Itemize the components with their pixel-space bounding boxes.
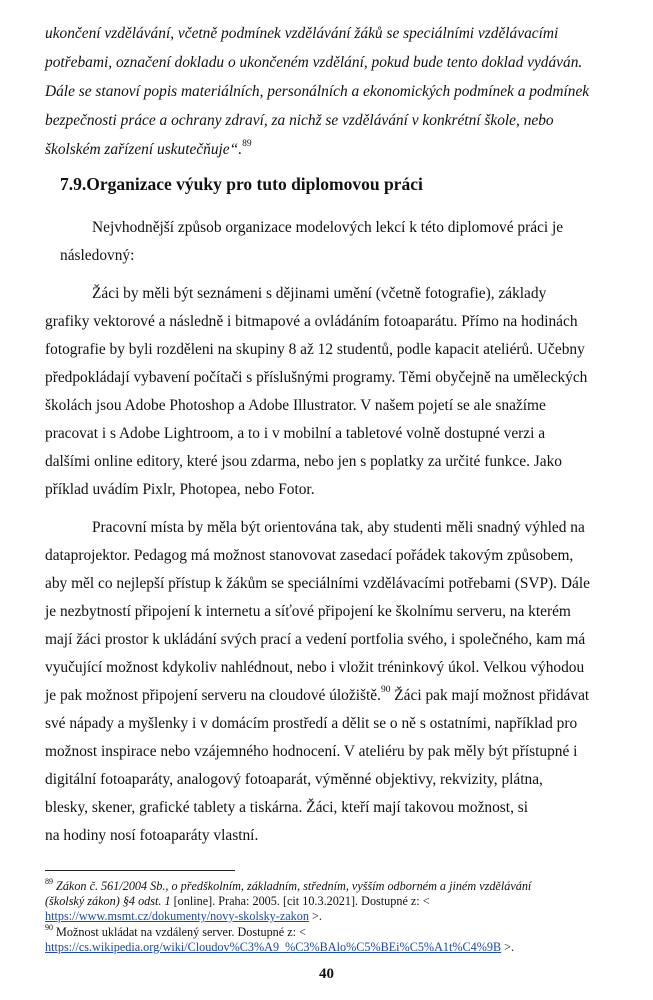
paragraph-line: digitální fotoaparáty, analogový fotoaparát, výměnné objektivy, rekvizity, plátna, [45,771,543,788]
paragraph-line: je nezbytností připojení k internetu a síťové připojení ke školnímu serveru, na kterém [45,603,571,620]
paragraph-line: mají žáci prostor k ukládání svých prací a vedení portfolia svého, i společného, kam má [45,631,586,648]
footnote-89-line2 [45,894,430,909]
footnote-89-line1 [45,876,532,894]
paragraph-text: Žáci pak mají možnost přidávat [390,687,590,704]
paragraph-line: Nejvhodnější způsob organizace modelových lekcí k této diplomové práci je [92,219,564,236]
intro-line: Dále se stanoví popis materiálních, personálních a ekonomických podmínek a podmínek [45,83,590,100]
footnote-89-line3 [45,909,322,924]
intro-line-last [45,140,252,160]
paragraph-line: předpokládají vybavení počítači s příslušnými programy. Těmi obyčejně na uměleckých [45,369,588,386]
footnote-text: Možnost ukládat na vzdálený server. Dostupné z: < [53,925,306,939]
footnote-number: 89 [45,876,53,886]
footnote-text: >. [308,909,322,923]
section-heading: 7.9.Organizace výuky pro tuto diplomovou práci [60,174,423,194]
paragraph-line: pracovat i s Adobe Lightroom, a to i v mobilní a tabletové volně dostupné verzi a [45,425,546,442]
footnote-ref-90[interactable]: 90 [380,684,391,695]
intro-line: ukončení vzdělávání, včetně podmínek vzdělávání žáků se speciálními vzdělávacími [45,25,559,42]
paragraph-line: možnost inspirace nebo vzájemného hodnocení. V ateliéru by pak měly být přístupné i [45,743,578,760]
footnote-90-line1 [45,922,306,940]
footnote-separator [45,870,235,871]
footnote-text: [online]. Praha: 2005. [cit 10.3.2021]. Dostupné z: < [170,894,430,908]
paragraph-line: grafiky vektorové a následně i bitmapové a ovládáním fotoaparátu. Přímo na hodinách [45,313,578,330]
intro-text: školském zařízení uskutečňuje“. [45,141,243,158]
intro-line: potřebami, označení dokladu o ukončeném vzdělání, pokud bude tento doklad vydáván. [45,54,583,71]
paragraph-line: vyučující možnost kdykoliv nahlédnout, nebo i vložit tréninkový úkol. Velkou výhodou [45,659,585,676]
paragraph-line: své nápady a myšlenky i v domácím prostředí a dělit se o ně s ostatními, například pro [45,715,578,732]
paragraph-line: dataprojektor. Pedagog má možnost stanovovat zasedací pořádek takovým způsobem, [45,547,574,564]
paragraph-line: školách jsou Adobe Photoshop a Adobe Illustrator. V našem pojetí se ale snažíme [45,397,546,414]
footnote-89-link[interactable]: https://www.msmt.cz/dokumenty/novy-skolsky-zakon [45,909,309,923]
footnote-90-link[interactable]: https://cs.wikipedia.org/wiki/Cloudov%C3%A9_%C3%BAlo%C5%BEi%C5%A1t%C4%9B [45,940,502,954]
paragraph-line: aby měl co nejlepší přístup k žákům se speciálními vzdělávacími potřebami (SVP). Dále [45,575,590,592]
footnote-text: Zákon č. 561/2004 Sb., o předškolním, základním, středním, vyšším odborném a jiném vzdělávání [53,879,532,893]
intro-line: bezpečnosti práce a ochrany zdraví, za nichž se vzdělávání v konkrétní škole, nebo [45,112,554,129]
paragraph-text: je pak možnost připojení serveru na cloudové úložiště. [45,687,381,704]
page-number: 40 [319,966,334,982]
footnote-text: (školský zákon) §4 odst. 1 [45,894,171,908]
paragraph-line: Pracovní místa by měla být orientována tak, aby studenti měli snadný výhled na [92,519,585,536]
paragraph-line: Žáci by měli být seznámeni s dějinami umění (včetně fotografie), základy [92,285,547,302]
footnote-ref-89[interactable]: 89 [242,138,252,149]
paragraph-line: fotografie by byli rozděleni na skupiny 8 až 12 studentů, podle kapacit ateliérů. Učebny [45,341,585,358]
paragraph-line: následovný: [60,247,135,264]
footnote-90-line2 [45,940,514,955]
paragraph-line: blesky, skener, grafické tablety a tiskárna. Žáci, kteří mají takovou možnost, si [45,799,529,816]
paragraph-line-with-ref [45,686,589,706]
footnote-number: 90 [45,922,53,932]
paragraph-line: na hodiny nosí fotoaparáty vlastní. [45,827,259,844]
paragraph-line: příklad uvádím Pixlr, Photopea, nebo Fotor. [45,481,315,498]
footnote-text: >. [501,940,515,954]
paragraph-line: dalšími online editory, které jsou zdarma, nebo jen s poplatky za určité funkce. Jako [45,453,562,470]
